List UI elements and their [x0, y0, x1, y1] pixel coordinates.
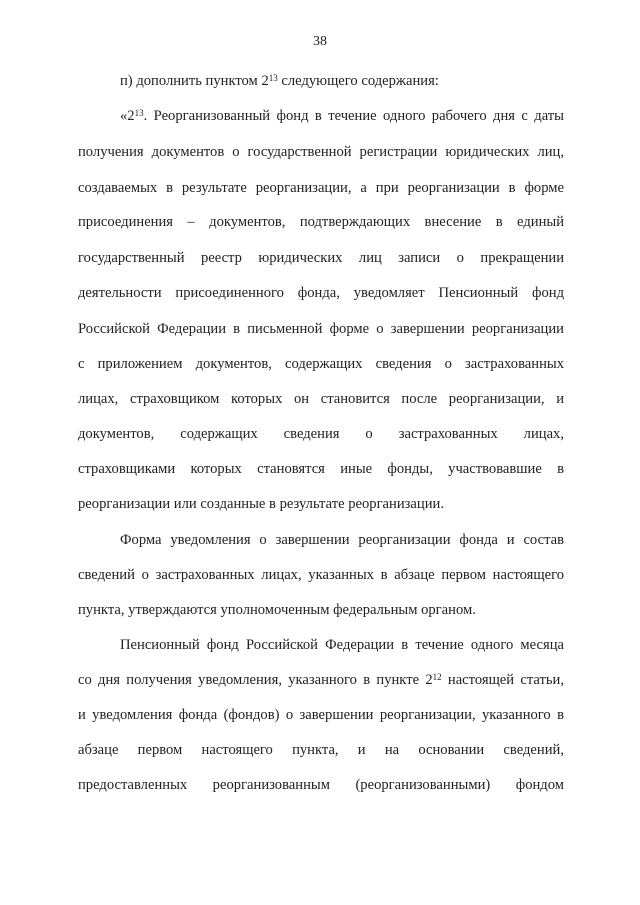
paragraph-line: деятельности присоединенного фонда, уведомляет Пенсионный фонд: [78, 285, 564, 301]
paragraph-line: [78, 671, 564, 689]
paragraph-line: создаваемых в результате реорганизации, а при реорганизации в форме: [78, 180, 564, 196]
paragraph-line: [120, 72, 564, 90]
text: п) дополнить пунктом 2: [120, 73, 269, 89]
superscript: 13: [268, 73, 278, 83]
text: настоящей статьи,: [441, 672, 564, 688]
text: со дня получения уведомления, указанного в пункте 2: [78, 672, 433, 688]
paragraph-line: документов, содержащих сведения о застрахованных лицах,: [78, 426, 564, 442]
superscript: 12: [432, 672, 442, 682]
text: . Реорганизованный фонд в течение одного рабочего дня с даты: [143, 108, 564, 124]
paragraph-line: лицах, страховщиком которых он становится после реорганизации, и: [78, 391, 564, 407]
paragraph-line: с приложением документов, содержащих сведения о застрахованных: [78, 356, 564, 372]
paragraph-line: и уведомления фонда (фондов) о завершении реорганизации, указанного в: [78, 707, 564, 723]
paragraph-line: абзаце первом настоящего пункта, и на основании сведений,: [78, 742, 564, 758]
paragraph-line: присоединения – документов, подтверждающих внесение в единый: [78, 214, 564, 230]
paragraph-line: реорганизации или созданные в результате реорганизации.: [78, 496, 444, 512]
paragraph-line: сведений о застрахованных лицах, указанных в абзаце первом настоящего: [78, 567, 564, 583]
paragraph-line: Российской Федерации в письменной форме о завершении реорганизации: [78, 321, 564, 337]
paragraph-line: предоставленных реорганизованным (реорганизованными) фондом: [78, 777, 564, 793]
paragraph-line: получения документов о государственной регистрации юридических лиц,: [78, 144, 564, 160]
paragraph-line: Пенсионный фонд Российской Федерации в течение одного месяца: [120, 637, 564, 653]
paragraph-line: государственный реестр юридических лиц записи о прекращении: [78, 250, 564, 266]
paragraph-line: страховщиками которых становятся иные фонды, участвовавшие в: [78, 461, 564, 477]
superscript: 13: [134, 108, 144, 118]
text: «2: [120, 108, 135, 124]
paragraph-line: пункта, утверждаются уполномоченным федеральным органом.: [78, 602, 476, 618]
page-number: 38: [313, 34, 327, 49]
paragraph-line: Форма уведомления о завершении реорганизации фонда и состав: [120, 532, 564, 548]
text: следующего содержания:: [277, 73, 439, 89]
paragraph-line: [120, 107, 564, 125]
